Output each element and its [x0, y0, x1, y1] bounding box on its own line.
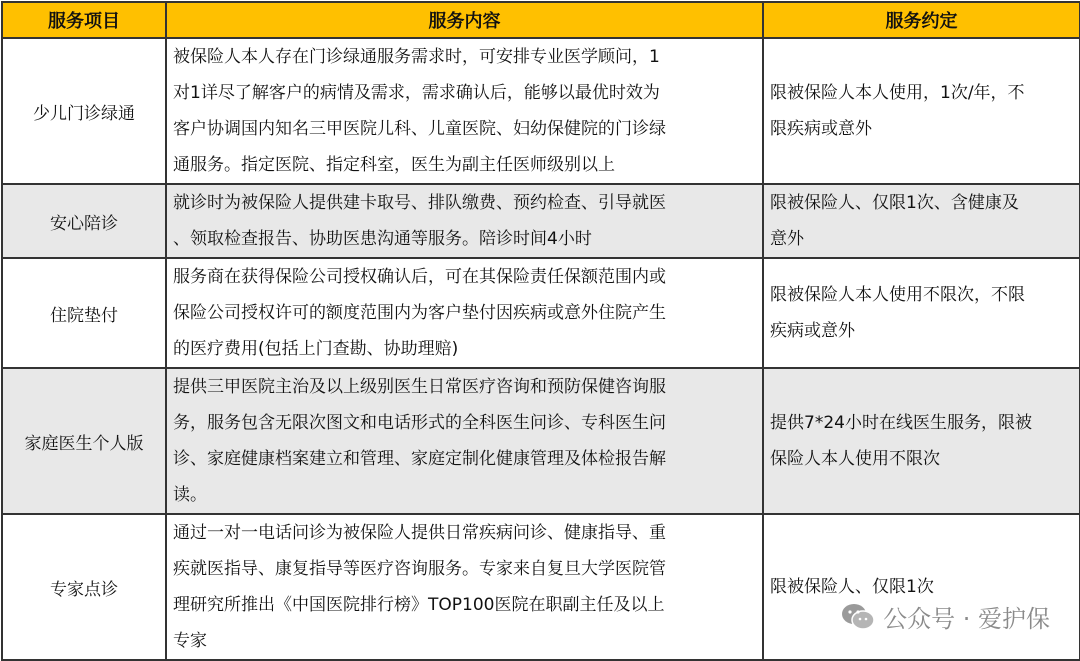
content-line: 保险公司授权许可的额度范围内为客户垫付因疾病或意外住院产生: [173, 303, 666, 323]
content-line: 提供三甲医院主治及以上级别医生日常医疗咨询和预防保健咨询服: [173, 377, 666, 397]
service-terms: [763, 38, 1080, 184]
content-line: 读。: [173, 485, 207, 505]
table-row: [2, 368, 1080, 514]
terms-line: 疾病或意外: [770, 321, 855, 341]
content-line: 客户协调国内知名三甲医院儿科、儿童医院、妇幼保健院的门诊绿: [173, 119, 666, 139]
service-item: 少儿门诊绿通: [2, 38, 166, 184]
service-content: [166, 258, 763, 368]
service-item: 安心陪诊: [2, 184, 166, 258]
watermark: [841, 599, 1050, 634]
terms-line: 意外: [770, 229, 804, 249]
content-line: 务，服务包含无限次图文和电话形式的全科医生问诊、专科医生问: [173, 413, 666, 433]
service-terms: [763, 258, 1080, 368]
terms-line: 限被保险人、仅限1次、含健康及: [770, 193, 1019, 213]
service-item: 住院垫付: [2, 258, 166, 368]
content-line: 的医疗费用(包括上门查勘、协助理赔): [173, 339, 459, 359]
table-row: [2, 38, 1080, 184]
content-line: 就诊时为被保险人提供建卡取号、排队缴费、预约检查、引导就医: [173, 193, 666, 213]
service-content: [166, 514, 763, 660]
content-line: 、领取检查报告、协助医患沟通等服务。陪诊时间4小时: [173, 229, 592, 249]
terms-line: 限被保险人本人使用，1次/年，不: [770, 83, 1025, 103]
content-line: 服务商在获得保险公司授权确认后，可在其保险责任保额范围内或: [173, 267, 666, 287]
content-line: 通过一对一电话问诊为被保险人提供日常疾病问诊、健康指导、重: [173, 523, 666, 543]
content-line: 疾就医指导、康复指导等医疗咨询服务。专家来自复旦大学医院管: [173, 559, 666, 579]
watermark-text: 公众号 · 爱护保: [883, 605, 1050, 633]
table-row: [2, 184, 1080, 258]
table-row: [2, 514, 1080, 660]
terms-line: 提供7*24小时在线医生服务，限被: [770, 413, 1032, 433]
service-terms: [763, 514, 1080, 660]
service-terms: [763, 368, 1080, 514]
header-content: 服务内容: [166, 2, 763, 38]
table-row: [2, 258, 1080, 368]
terms-line: 限被保险人本人使用不限次，不限: [770, 285, 1025, 305]
content-line: 专家: [173, 631, 207, 651]
content-line: 诊、家庭健康档案建立和管理、家庭定制化健康管理及体检报告解: [173, 449, 666, 469]
content-line: 通服务。指定医院、指定科室，医生为副主任医师级别以上: [173, 155, 615, 175]
terms-line: 保险人本人使用不限次: [770, 449, 940, 469]
service-item: 家庭医生个人版: [2, 368, 166, 514]
terms-line: 限疾病或意外: [770, 119, 872, 139]
service-content: [166, 368, 763, 514]
service-content: [166, 184, 763, 258]
service-item: 专家点诊: [2, 514, 166, 660]
header-item: 服务项目: [2, 2, 166, 38]
content-line: 对1详尽了解客户的病情及需求，需求确认后，能够以最优时效为: [173, 83, 660, 103]
terms-line: 限被保险人、仅限1次: [770, 577, 934, 597]
content-line: 被保险人本人存在门诊绿通服务需求时，可安排专业医学顾问，1: [173, 47, 660, 67]
service-table: [1, 1, 1080, 661]
header-row: [2, 2, 1080, 38]
service-content: [166, 38, 763, 184]
content-line: 理研究所推出《中国医院排行榜》TOP100医院在职副主任及以上: [173, 595, 665, 615]
service-terms: [763, 184, 1080, 258]
header-terms: 服务约定: [763, 2, 1080, 38]
wechat-icon: [841, 603, 875, 631]
